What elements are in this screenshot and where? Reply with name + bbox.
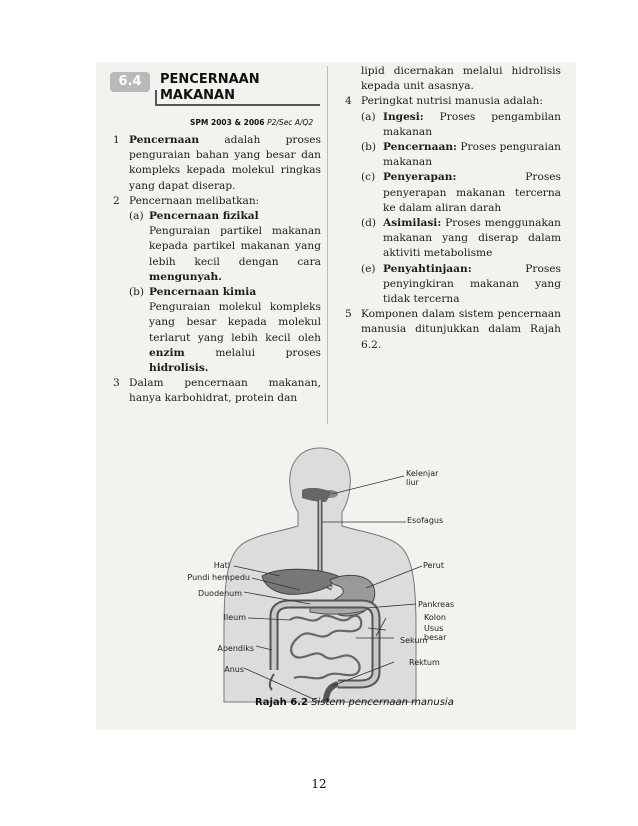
stage-letter: (a) (361, 110, 376, 123)
point-3-cont-text: lipid dicernakan melalui hidrolisis kepada unit asasnya. (361, 65, 561, 93)
stage-term: Penyerapan: (383, 171, 457, 184)
point-4-text: Peringkat nutrisi manusia adalah: (361, 95, 543, 108)
point-2 (113, 194, 321, 209)
label-kolon: Kolon (424, 613, 446, 622)
point-3-continued (345, 64, 561, 94)
subpoint-text: Penguraian molekul kompleks yang besar kepada molekul terlarut yang lebih kecil oleh (149, 301, 321, 344)
label-pankreas: Pankreas (418, 600, 455, 609)
point-5 (345, 307, 561, 353)
column-divider (327, 66, 328, 424)
section-number-badge: 6.4 (110, 72, 150, 92)
caption-text: Sistem pencernaan manusia (311, 697, 454, 708)
right-column (345, 64, 561, 353)
point-3-text: Dalam pencernaan makanan, hanya karbohidrat, protein dan (129, 377, 321, 405)
point-number: 2 (113, 194, 120, 207)
subpoint-letter: (a) (129, 210, 144, 223)
subpoint-text: Penguraian partikel makanan kepada partikel makanan yang lebih kecil dengan cara (149, 225, 321, 268)
stage-ingesi (361, 110, 561, 140)
stage-penyerapan (361, 170, 561, 216)
stage-term: Pencernaan: (383, 141, 457, 154)
label-duodenum: Duodenum (197, 589, 242, 598)
point-3 (113, 376, 321, 406)
label-kelenjar-liur (406, 469, 438, 487)
stage-pencernaan (361, 140, 561, 170)
label-rektum: Rektum (409, 658, 440, 667)
point-number: 5 (345, 308, 352, 321)
label-apendiks: Apendiks (217, 644, 254, 653)
subpoint-text-cont: melalui proses (184, 346, 321, 359)
stage-text: Proses penyingkiran makanan yang tidak tercerna (383, 262, 561, 306)
stage-letter: (b) (361, 141, 377, 154)
spm-reference-text: SPM 2003 & 2006 (190, 118, 265, 127)
label-usus-besar (424, 624, 446, 642)
stage-text: Proses menggunakan makanan yang diserap dalam aktiviti metabolisme (383, 217, 561, 260)
term-pencernaan: Pencernaan (129, 134, 200, 146)
label-sekum: Sekum (400, 636, 428, 645)
point-4 (345, 94, 561, 109)
caption-number: Rajah 6.2 (255, 697, 308, 708)
stage-term: Ingesi: (383, 110, 424, 123)
label-ileum: Ileum (223, 613, 246, 622)
term-hidrolisis: hidrolisis. (149, 362, 209, 375)
label-hati: Hati (213, 561, 230, 570)
point-1-text: adalah proses penguraian bahan yang besar dan kompleks kepada molekul ringkas yang dapat diserap. (129, 134, 321, 192)
label-pundi-hempedu: Pundi hempedu (187, 573, 250, 582)
left-column (113, 133, 321, 407)
stage-letter: (c) (361, 171, 376, 184)
stage-letter: (e) (361, 262, 376, 275)
stage-text: Proses penguraian makanan (383, 141, 561, 169)
label-anus: Anus (224, 665, 244, 674)
subpoint-title: Pencernaan kimia (149, 286, 257, 299)
label-kelenjar: Kelenjar (406, 469, 439, 478)
point-number: 4 (345, 95, 352, 108)
label-usus: Usus (424, 624, 444, 633)
section-title-line1: PENCERNAAN (160, 72, 260, 87)
term-mengunyah: mengunyah. (149, 270, 222, 283)
spm-reference-paper: P2/Sec A/Q2 (267, 118, 314, 127)
point-number: 1 (113, 134, 120, 146)
stage-term: Asimilasi: (383, 217, 442, 230)
stage-penyahtinjaan (361, 262, 561, 308)
label-besar: besar (424, 633, 447, 642)
point-5-text: Komponen dalam sistem pencernaan manusia ditunjukkan dalam Rajah 6.2. (361, 308, 561, 351)
subpoint-letter: (b) (129, 286, 145, 299)
page-number: 12 (311, 777, 327, 791)
label-esofagus: Esofagus (407, 516, 444, 525)
stage-asimilasi (361, 216, 561, 262)
label-liur: liur (406, 478, 419, 487)
stage-letter: (d) (361, 217, 377, 230)
section-title-line2: MAKANAN (160, 88, 235, 103)
section-title (160, 72, 260, 104)
section-title-rule (155, 104, 320, 106)
stage-term: Penyahtinjaan: (383, 262, 472, 275)
subpoint-title: Pencernaan fizikal (149, 210, 259, 223)
point-2-text: Pencernaan melibatkan: (129, 194, 260, 207)
stage-text: Proses pengambilan makanan (383, 110, 561, 138)
label-perut: Perut (423, 561, 444, 570)
figure-caption (255, 697, 454, 708)
spm-reference (190, 118, 313, 127)
point-2a (113, 209, 321, 285)
point-number: 3 (113, 377, 120, 390)
point-4-items (345, 110, 561, 308)
point-2b (113, 285, 321, 376)
point-1 (113, 133, 321, 194)
term-enzim: enzim (149, 346, 185, 359)
stage-text: Proses penyerapan makanan tercerna ke dalam aliran darah (383, 171, 561, 214)
